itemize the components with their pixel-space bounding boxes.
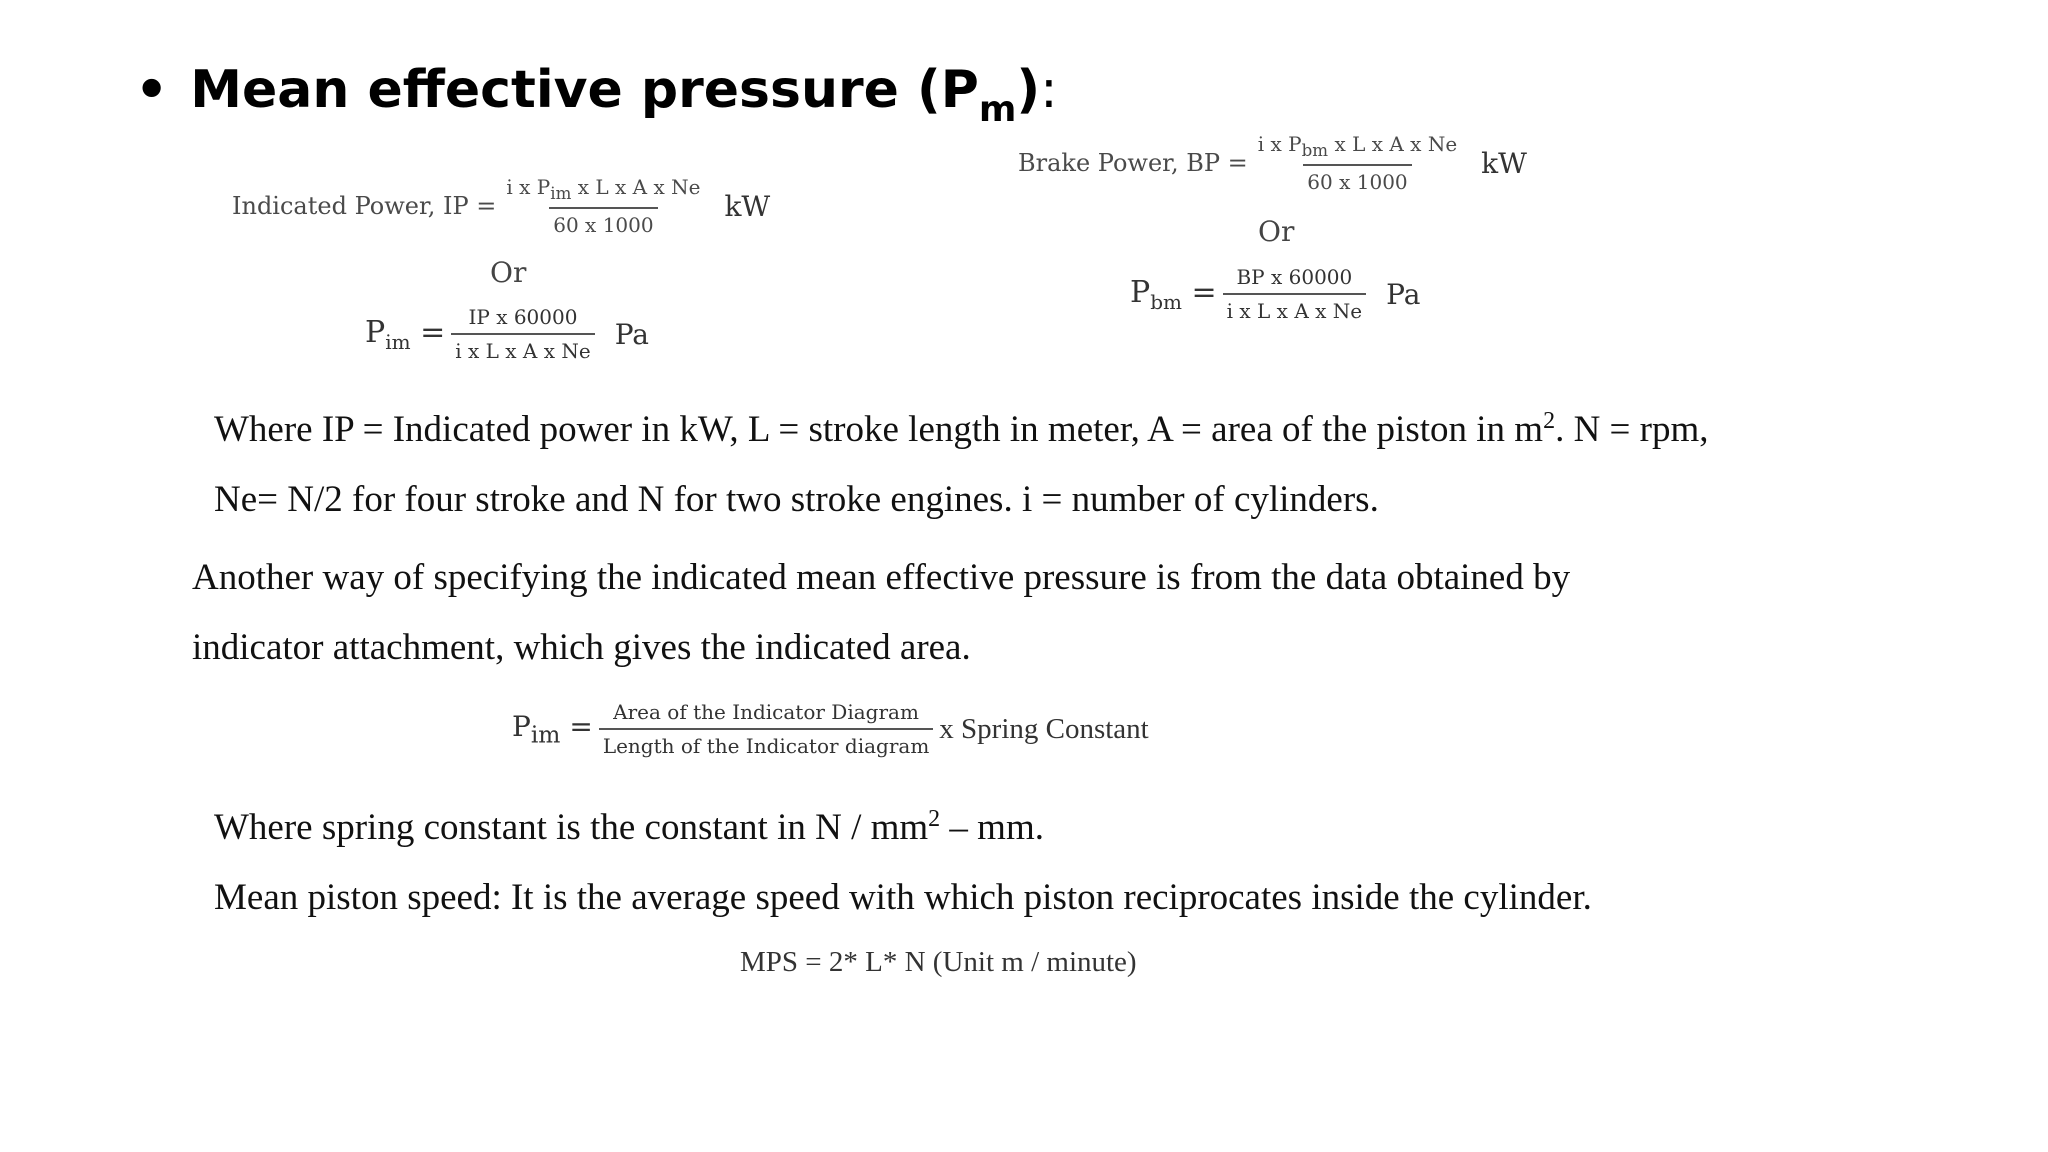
indicated-power-formula	[232, 175, 770, 237]
ip-fraction	[502, 175, 704, 237]
pim-numerator: IP x 60000	[468, 305, 578, 329]
pim-fraction	[451, 305, 594, 363]
indicator-numerator: Area of the Indicator Diagram	[613, 700, 919, 724]
title-close: )	[1016, 60, 1041, 120]
bp-unit: kW	[1481, 146, 1527, 180]
another-way-line-1: Another way of specifying the indicated mean effective pressure is from the data obtained by	[192, 557, 1571, 598]
pbm-fraction	[1223, 265, 1366, 323]
bp-denominator: 60 x 1000	[1303, 164, 1411, 194]
indicator-formula	[512, 700, 1149, 758]
pim-formula	[365, 305, 649, 363]
bp-fraction	[1254, 132, 1461, 194]
mean-piston-speed-text: Mean piston speed: It is the average speed with which piston reciprocates inside the cylinder.	[214, 877, 1592, 918]
pbm-left: $P_{bm}$ =	[1130, 274, 1217, 314]
where-ip-line-2: Ne= N/2 for four stroke and N for two stroke engines. i = number of cylinders.	[214, 479, 1379, 520]
title-subscript: m	[978, 89, 1017, 130]
pim-unit: Pa	[614, 317, 649, 351]
spring-constant-text: Where spring constant is the constant in N / $mm^2$ – mm.	[214, 806, 1044, 848]
pbm-denominator: i x L x A x Ne	[1223, 293, 1366, 323]
pbm-formula	[1130, 265, 1420, 323]
indicator-fraction	[599, 700, 933, 758]
ip-or: Or	[490, 256, 527, 289]
pbm-numerator: BP x 60000	[1236, 265, 1353, 289]
another-way-line-2: indicator attachment, which gives the indicated area.	[192, 627, 971, 668]
title-text: Mean effective pressure (P	[190, 60, 979, 120]
ip-unit: kW	[724, 189, 771, 223]
pim-denominator: i x L x A x Ne	[451, 333, 594, 363]
bp-numerator: i x $P_{bm}$ x L x A x Ne	[1257, 132, 1458, 160]
bullet: •	[135, 60, 169, 120]
ip-denominator: 60 x 1000	[549, 207, 657, 237]
indicator-denominator: Length of the Indicator diagram	[599, 728, 933, 758]
brake-power-formula	[1018, 132, 1527, 194]
ip-left: Indicated Power, IP =	[232, 192, 497, 220]
pim-left: $P_{im}$ =	[365, 314, 446, 354]
title-colon: :	[1040, 60, 1058, 120]
where-ip-line-1: Where IP = Indicated power in kW, L = stroke length in meter, A = area of the piston in $m^2$. N = rpm,	[214, 408, 1709, 450]
indicator-tail: x Spring Constant	[939, 712, 1149, 745]
bp-or: Or	[1258, 215, 1295, 248]
indicator-left: $P_{im}$ =	[512, 709, 593, 749]
pbm-unit: Pa	[1386, 277, 1421, 311]
mps-formula: MPS = 2* L* N (Unit m / minute)	[740, 946, 1137, 978]
page-title	[135, 60, 1058, 130]
ip-numerator: i x $P_{im}$ x L x A x Ne	[506, 175, 701, 203]
bp-left: Brake Power, BP =	[1018, 149, 1248, 177]
